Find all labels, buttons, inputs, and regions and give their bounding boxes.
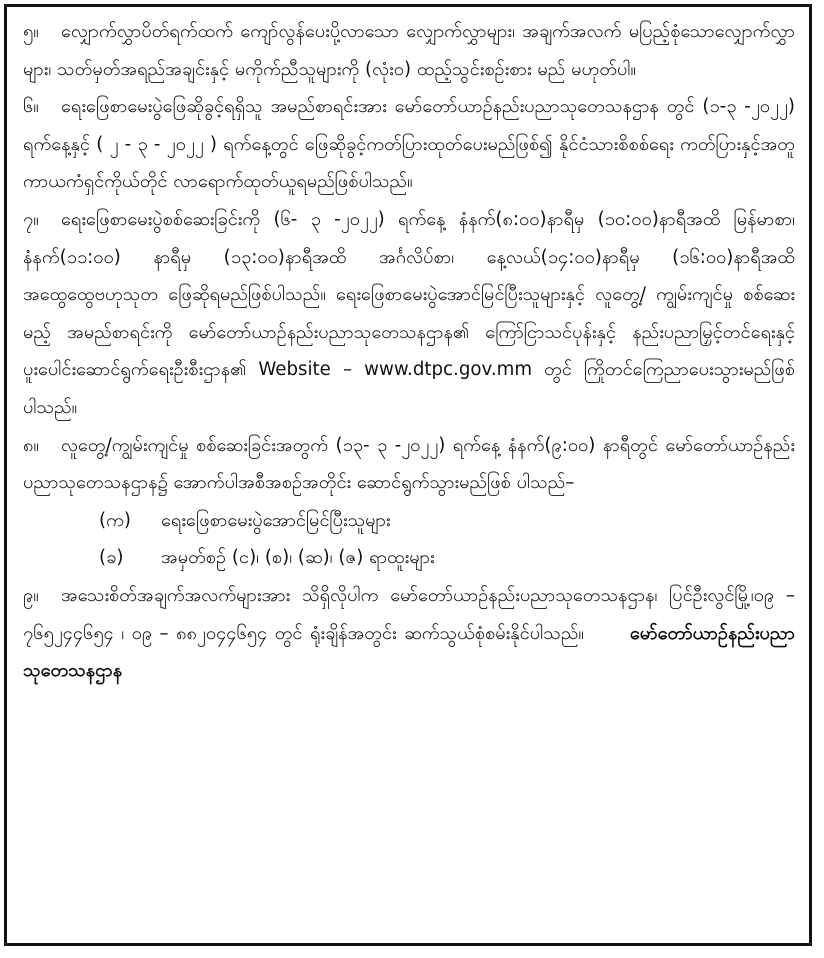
- paragraph-number: ၉။: [23, 584, 39, 606]
- paragraph-text: လျှောက်လွှာပိတ်ရက်ထက် ကျော်လွန်ပေးပို့လာသော လျှောက်လွှာများ၊ အချက်အလက် မပြည့်စုံသောလျှောက်လွှာများ၊ သတ်မှတ်အရည်အချင်းနှင့် မကိုက်ညီသူများကို (လုံး၀) ထည့်သွင်းစဉ်းစား မည် မဟုတ်ပါ။: [23, 21, 795, 80]
- sub-item-ka: [23, 502, 795, 540]
- paragraph-text: ရေးဖြေစာမေးပွဲစစ်ဆေးခြင်းကို (၆- ၃ -၂၀၂၂) ရက်နေ့ နံနက်(၈:၀၀)နာရီမှ (၁၀:၀၀)နာရီအထိ မြန်မာစာ၊ နံနက်(၁၁:၀၀) နာရီမှ (၁၃:၀၀)နာရီအထိ အင်္ဂလိပ်စာ၊ နေ့လယ်(၁၄:၀၀)နာရီမှ (၁၆:၀၀)နာရီအထိ အထွေထွေဗဟုသုတ ဖြေဆိုရမည်ဖြစ်ပါသည်။ ရေးဖြေစာမေးပွဲအောင်မြင်ပြီးသူများနှင့် လူတွေ့/ ကျွမ်းကျင်မှု စစ်ဆေးမည့် အမည်စာရင်းကို မော်တော်ယာဉ်နည်းပညာသုတေသနဌာန၏ ကြော်ငြာသင်ပုန်းနှင့် နည်းပညာမြှင့်တင်ရေးနှင့်ပူးပေါင်းဆောင်ရွက်ရေးဦးစီးဌာန၏ Website – www.dtpc.gov.mm တွင် ကြိုတင်ကြေညာပေးသွားမည်ဖြစ်ပါသည်။: [23, 208, 795, 418]
- paragraph-9: [23, 577, 795, 690]
- sub-item-mark: (ခ): [99, 547, 124, 569]
- signature-department: မော်တော်ယာဉ်နည်းပညာသုတေသနဌာန: [23, 622, 795, 682]
- paragraph-5: [23, 13, 795, 88]
- paragraph-text: အသေးစိတ်အချက်အလက်များအား သိရှိလိုပါက မော်တော်ယာဉ်နည်းပညာသုတေသနဌာန၊ ပြင်ဦးလွင်မြို့၊၀၉ – ၇၆၅၂၄၄၆၅၄ ၊ ၀၉ – ၈၈၂၀၄၄၆၅၄ တွင် ရုံးချိန်အတွင်း ဆက်သွယ်စုံစမ်းနိုင်ပါသည်။: [23, 584, 795, 644]
- paragraph-6: [23, 88, 795, 201]
- paragraph-number: ၅။: [23, 21, 39, 42]
- sub-item-kha: [23, 539, 795, 577]
- paragraph-number: ၈။: [23, 434, 39, 456]
- paragraph-8: [23, 427, 795, 502]
- paragraph-number: ၇။: [23, 208, 39, 230]
- notice-frame: [4, 4, 812, 946]
- paragraph-number: ၆။: [23, 96, 39, 118]
- sub-item-text: ရေးဖြေစာမေးပွဲအောင်မြင်ပြီးသူများ: [161, 509, 391, 531]
- sub-item-mark: (က): [99, 509, 131, 531]
- paragraph-text: ရေးဖြေစာမေးပွဲဖြေဆိုခွင့်ရရှိသူ အမည်စာရင်းအား မော်တော်ယာဉ်နည်းပညာသုတေသနဌာန တွင် (၁-၃ -၂၀၂၂) ရက်နေ့နှင့် ( ၂ - ၃ - ၂၀၂၂ ) ရက်နေ့တွင် ဖြေဆိုခွင့်ကတ်ပြားထုတ်ပေးမည်ဖြစ်၍ နိုင်ငံသားစိစစ်ရေး ကတ်ပြားနှင့်အတူ ကာယကံရှင်ကိုယ်တိုင် လာရောက်ထုတ်ယူရမည်ဖြစ်ပါသည်။: [23, 96, 795, 193]
- notice-body: [23, 13, 795, 937]
- paragraph-7: [23, 201, 795, 427]
- paragraph-text: လူတွေ့/ကျွမ်းကျင်မှု စစ်ဆေးခြင်းအတွက် (၁၃- ၃ -၂၀၂၂) ရက်နေ့ နံနက်(၉:၀၀) နာရီတွင် မော်တော်ယာဉ်နည်းပညာသုတေသနဌာန၌ အောက်ပါအစီအစဉ်အတိုင်း ဆောင်ရွက်သွားမည်ဖြစ် ပါသည်–: [23, 434, 795, 494]
- sub-item-text: အမှတ်စဉ် (င)၊ (စ)၊ (ဆ)၊ (ဇ) ရာထူးများ: [161, 547, 435, 569]
